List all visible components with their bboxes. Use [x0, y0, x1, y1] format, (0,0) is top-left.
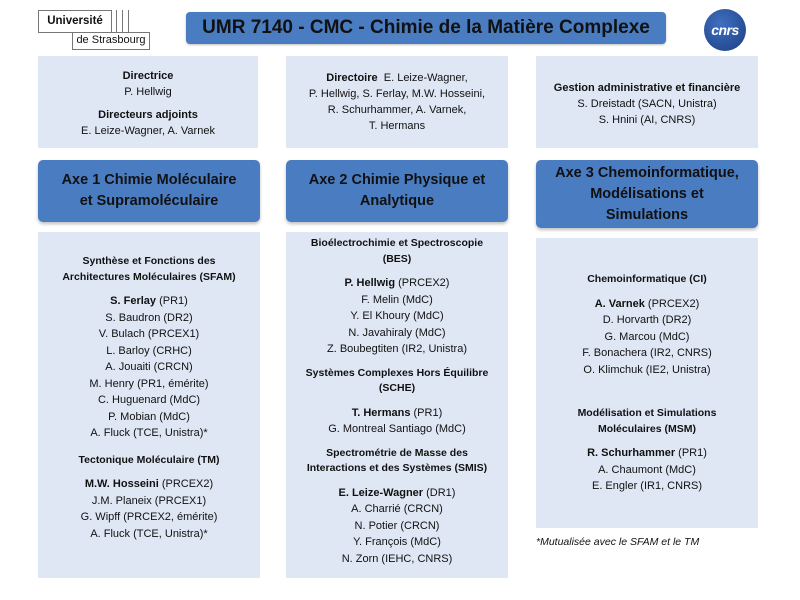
gestion-line1: S. Dreistadt (SACN, Unistra)	[577, 98, 717, 110]
member: G. Wipff (PRCEX2, émérite)	[80, 511, 218, 523]
axe3-title-line1: Axe 3 Chemoinformatique,	[555, 164, 739, 181]
lead-role: (PR1)	[156, 295, 188, 307]
gestion-line2: S. Hnini (AI, CNRS)	[598, 114, 696, 126]
member: Y. François (MdC)	[353, 536, 441, 548]
member: F. Bonachera (IR2, CNRS)	[582, 347, 712, 359]
member: N. Potier (CRCN)	[354, 519, 440, 532]
member: G. Marcou (MdC)	[604, 330, 690, 343]
axe2-title-line1: Axe 2 Chimie Physique et	[308, 172, 486, 188]
lead-role: (PRCEX2)	[395, 277, 450, 289]
member: D. Horvarth (DR2)	[602, 314, 692, 326]
direction-box	[38, 56, 258, 148]
team-lead	[286, 405, 508, 422]
team-lead	[286, 275, 508, 292]
axe1-title-line2: et Supramoléculaire	[79, 193, 219, 209]
lead-name: R. Schurhammer	[587, 447, 676, 459]
unistra-logo	[38, 10, 150, 50]
lead-name: A. Varnek	[594, 297, 645, 310]
axe2-title-line2: Analytique	[359, 193, 435, 209]
page-title: UMR 7140 - CMC - Chimie de la Matière Complexe	[186, 12, 666, 44]
team-name: Bioélectrochimie et Spectroscopie	[310, 237, 484, 249]
member: O. Klimchuk (IE2, Unistra)	[583, 363, 711, 376]
team-name: (BES)	[382, 252, 412, 265]
team-name: (SCHE)	[378, 382, 416, 394]
team-name: Systèmes Complexes Hors Équilibre	[305, 366, 489, 379]
lead-role: (PR1)	[410, 406, 443, 419]
adjoints-label: Directeurs adjoints	[98, 109, 198, 121]
team-lead	[38, 476, 260, 493]
adjoints-names: E. Leize-Wagner, A. Varnek	[81, 125, 215, 137]
member: Y. El Khoury (MdC)	[350, 310, 444, 322]
axe1-teams	[38, 232, 260, 578]
lead-role: (DR1)	[423, 486, 456, 499]
member: N. Zorn (IEHC, CNRS)	[341, 552, 453, 565]
team-name: Architectures Moléculaires (SFAM)	[62, 270, 236, 283]
axe1-title-line1: Axe 1 Chimie Moléculaire	[61, 172, 237, 188]
member: F. Melin (MdC)	[361, 293, 433, 306]
axe1-header	[38, 160, 260, 222]
lead-role: (PRCEX2)	[158, 478, 214, 490]
gestion-box	[536, 56, 758, 148]
cnrs-logo: cnrs	[704, 9, 746, 51]
axe3-teams	[536, 238, 758, 528]
axe3-title-line3: Simulations	[605, 206, 689, 223]
lead-name: E. Leize-Wagner	[338, 486, 424, 499]
axe2-teams	[286, 232, 508, 578]
member: A. Fluck (TCE, Unistra)*	[90, 427, 208, 439]
team-name: Modélisation et Simulations	[577, 407, 717, 419]
team-name: Synthèse et Fonctions des	[82, 255, 216, 267]
member: Z. Boubegtiten (IR2, Unistra)	[326, 343, 467, 355]
lead-role: (PRCEX2)	[644, 297, 700, 310]
member: N. Javahiraly (MdC)	[348, 326, 446, 339]
team-name: Interactions et des Systèmes (SMIS)	[306, 462, 488, 474]
member: P. Mobian (MdC)	[108, 410, 190, 423]
footnote: *Mutualisée avec le SFAM et le TM	[536, 536, 700, 548]
member: E. Engler (IR1, CNRS)	[591, 480, 703, 492]
team-name: Chemoinformatique (CI)	[587, 273, 707, 285]
team-lead	[38, 293, 260, 310]
directrice-label: Directrice	[122, 70, 174, 82]
directoire-line1: E. Leize-Wagner,	[383, 72, 468, 84]
team-name: Moléculaires (MSM)	[597, 422, 697, 435]
lead-name: M.W. Hosseini	[84, 478, 159, 490]
member: J.M. Planeix (PRCEX1)	[91, 494, 207, 507]
directoire-label: Directoire	[326, 72, 378, 84]
team-lead	[536, 296, 758, 313]
member: C. Huguenard (MdC)	[97, 394, 201, 406]
directrice-name: P. Hellwig	[124, 86, 172, 98]
member: S. Baudron (DR2)	[105, 311, 193, 324]
member: L. Barloy (CRHC)	[106, 344, 192, 357]
axe2-header	[286, 160, 508, 222]
unistra-logo-line2: de Strasbourg	[72, 32, 150, 50]
member: A. Chaumont (MdC)	[598, 463, 696, 476]
directoire-line3: R. Schurhammer, A. Varnek,	[327, 104, 467, 116]
team-lead	[536, 445, 758, 462]
member: G. Montreal Santiago (MdC)	[328, 423, 466, 435]
member: A. Charrié (CRCN)	[351, 503, 443, 515]
axe3-title-line2: Modélisations et	[590, 185, 704, 202]
lead-name: T. Hermans	[351, 406, 411, 419]
axe3-header	[536, 160, 758, 228]
member: A. Fluck (TCE, Unistra)*	[90, 527, 208, 540]
directoire-box	[286, 56, 508, 148]
member: A. Jouaiti (CRCN)	[105, 361, 193, 373]
lead-role: (PR1)	[675, 447, 707, 459]
lead-name: P. Hellwig	[344, 277, 396, 289]
lead-name: S. Ferlay	[110, 295, 157, 307]
member: V. Bulach (PRCEX1)	[98, 328, 200, 340]
unistra-logo-line1: Université	[38, 10, 112, 33]
directoire-line2: P. Hellwig, S. Ferlay, M.W. Hosseini,	[308, 88, 486, 100]
team-lead	[286, 485, 508, 502]
directoire-line4: T. Hermans	[368, 120, 426, 132]
team-name: Tectonique Moléculaire (TM)	[78, 453, 220, 466]
member: M. Henry (PR1, émérite)	[89, 377, 209, 390]
team-name: Spectrométrie de Masse des	[326, 446, 468, 459]
gestion-label: Gestion administrative et financière	[553, 82, 741, 94]
